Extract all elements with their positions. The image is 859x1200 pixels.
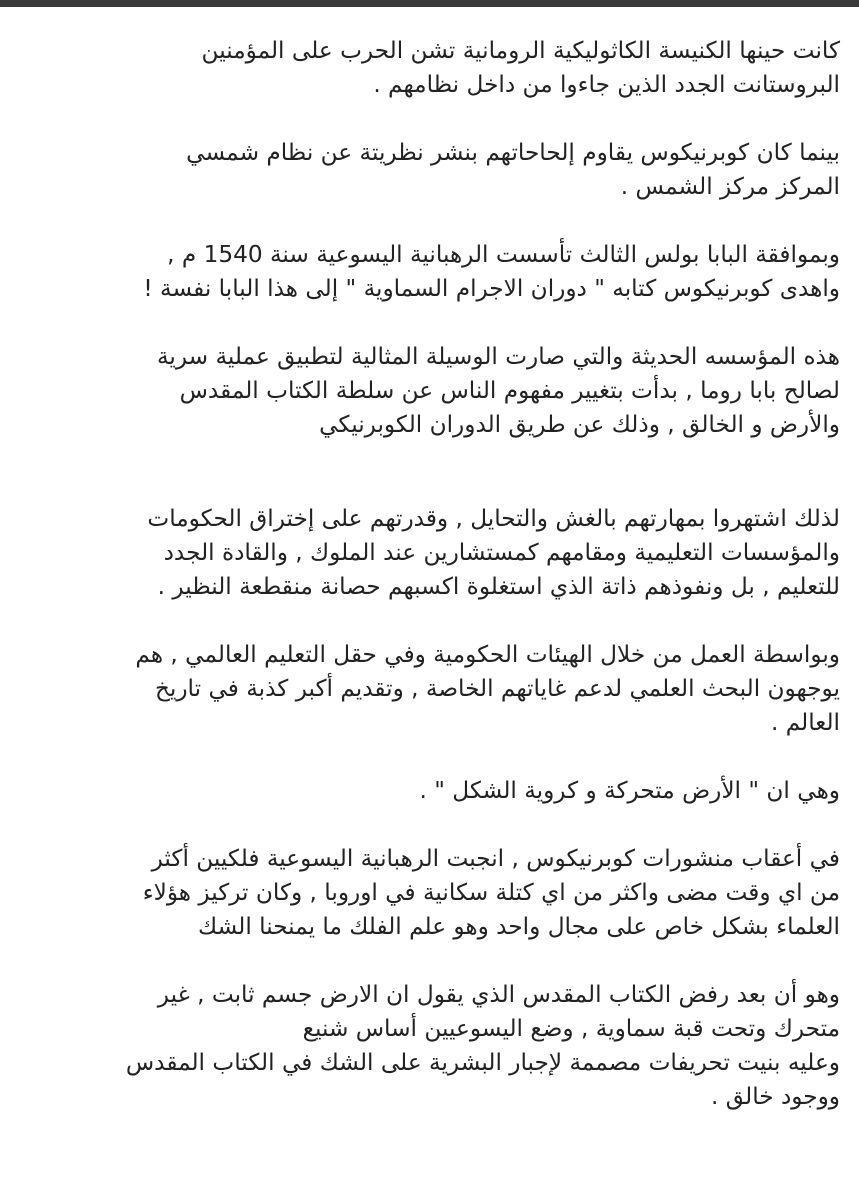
paragraph-1	[40, 34, 840, 102]
text-line: متحرك وتحت قبة سماوية , وضع اليسوعيين أساس شنيع	[302, 1015, 840, 1042]
text-line: والمؤسسات التعليمية ومقامهم كمستشارين عند الملوك , والقادة الجدد	[163, 539, 840, 566]
paragraph-2	[40, 136, 840, 204]
text-line: كانت حينها الكنيسة الكاثوليكية الرومانية تشن الحرب على المؤمنين	[201, 37, 840, 64]
paragraph-9	[40, 978, 840, 1114]
text-line: وبواسطة العمل من خلال الهيئات الحكومية وفي حقل التعليم العالمي , هم	[135, 641, 840, 668]
text-line: وهي ان " الأرض متحركة و كروية الشكل " .	[419, 777, 840, 804]
text-line: يوجهون البحث العلمي لدعم غاياتهم الخاصة , وتقديم أكبر كذبة في تاريخ	[154, 675, 840, 702]
text-line: في أعقاب منشورات كوبرنيكوس , انجبت الرهبانية اليسوعية فلكيين أكثر	[151, 845, 840, 872]
text-line: لصالح بابا روما , بدأت بتغيير مفهوم الناس عن سلطة الكتاب المقدس	[179, 377, 840, 404]
text-line: لذلك اشتهروا بمهارتهم بالغش والتحايل , وقدرتهم على إختراق الحكومات	[147, 505, 840, 532]
paragraph-3	[40, 238, 840, 306]
text-line: البروستانت الجدد الذين جاءوا من داخل نظامهم .	[373, 71, 840, 98]
text-line: وهو أن بعد رفض الكتاب المقدس الذي يقول ان الارض جسم ثابت , غير	[157, 981, 840, 1008]
text-line: بينما كان كوبرنيكوس يقاوم إلحاحاتهم بنشر نظريتة عن نظام شمسي	[186, 139, 840, 166]
text-line: والأرض و الخالق , وذلك عن طريق الدوران الكوبرنيكي	[319, 411, 840, 438]
paragraph-8	[40, 842, 840, 944]
text-line: وعليه بنيت تحريفات مصممة لإجبار البشرية على الشك في الكتاب المقدس	[125, 1049, 840, 1076]
top-edge-bar	[0, 0, 859, 7]
text-line: العلماء بشكل خاص على مجال واحد وهو علم الفلك ما يمنحنا الشك	[198, 913, 840, 940]
text-line: المركز مركز الشمس .	[620, 173, 840, 200]
text-line: العالم .	[771, 709, 840, 736]
text-line: واهدى كوبرنيكوس كتابه " دوران الاجرام السماوية " إلى هذا البابا نفسة !	[143, 275, 840, 302]
paragraph-4	[40, 340, 840, 442]
article-body	[40, 34, 840, 1114]
text-line: للتعليم , بل ونفوذهم ذاتة الذي استغلوة اكسبهم حصانة منقطعة النظير .	[157, 573, 840, 600]
paragraph-5	[40, 502, 840, 604]
text-line: ووجود خالق .	[711, 1083, 840, 1110]
paragraph-7	[40, 774, 840, 808]
paragraph-6	[40, 638, 840, 740]
text-line: هذه المؤسسه الحديثة والتي صارت الوسيلة المثالية لتطبيق عملية سرية	[156, 343, 840, 370]
text-line: وبموافقة البابا بولس الثالث تأسست الرهبانية اليسوعية سنة 1540 م ,	[167, 241, 840, 268]
text-line: من اي وقت مضى واكثر من اي كتلة سكانية في اوروبا , وكان تركيز هؤلاء	[142, 879, 840, 906]
